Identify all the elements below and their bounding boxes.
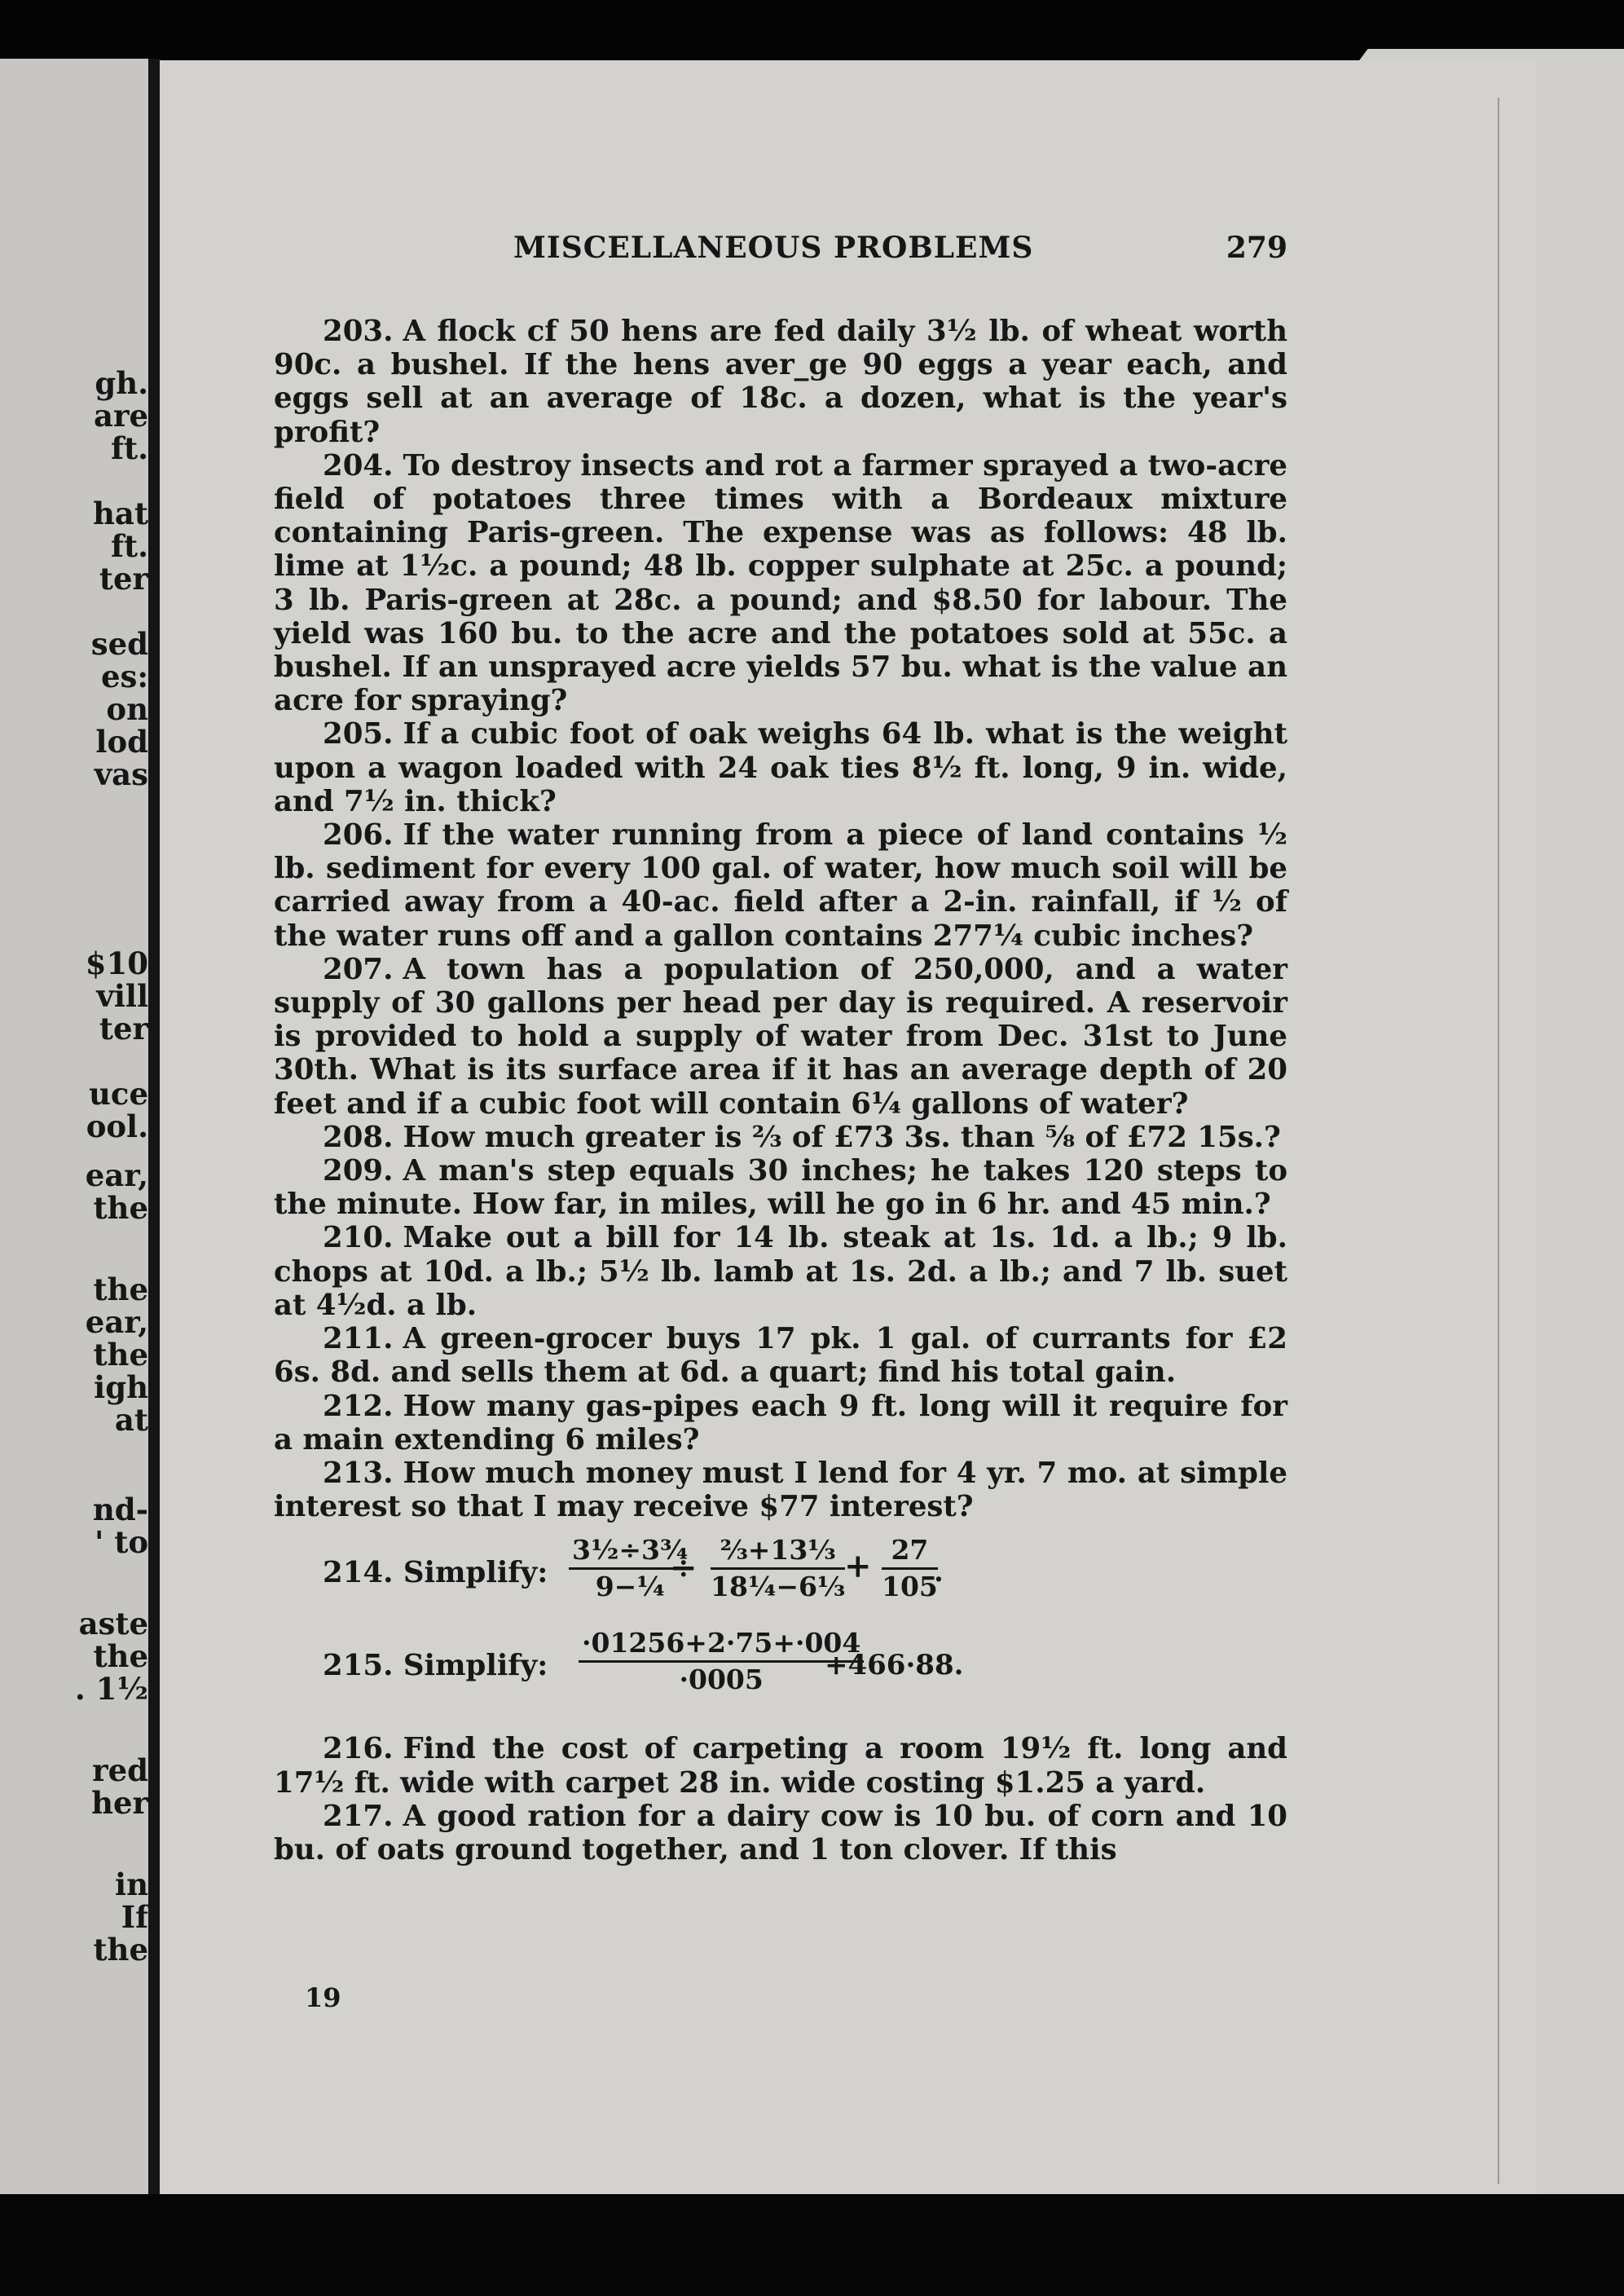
- fraction-denominator: 18¼−6⅓: [711, 1571, 846, 1603]
- left-page-fragment: ear,: [85, 1304, 148, 1340]
- formula-tail: +466·88.: [825, 1649, 964, 1682]
- left-page-fragment: the: [93, 1271, 148, 1307]
- running-header: [513, 231, 1287, 271]
- fraction-numerator: ⅔+13⅓: [711, 1535, 845, 1570]
- left-page-fragment: igh: [94, 1369, 148, 1405]
- problem-text: A town has a population of 250,000, and a water supply of 30 gallons per head per day is required. A reservoir is provided to hold a supply of water from Dec. 31st to June 30th. What is its surface area if it has an average depth of 20 feet and if a cubic foot will contain 6¼ gallons of water?: [274, 952, 1287, 1121]
- fraction-numerator: ·01256+2·75+·004: [579, 1628, 864, 1663]
- left-page-fragment: ter: [99, 1011, 148, 1047]
- fraction-numerator: 27: [882, 1535, 938, 1570]
- divide-operator: ÷: [670, 1549, 698, 1588]
- problem-text: A green-grocer buys 17 pk. 1 gal. of currants for £2 6s. 8d. and sells them at 6d. a quart; find his total gain.: [274, 1322, 1287, 1390]
- problem-text: How much money must I lend for 4 yr. 7 mo. at simple interest so that I may receive $77 interest?: [274, 1456, 1287, 1524]
- problem-number: 204.: [323, 448, 394, 483]
- problem-205: [274, 717, 1287, 818]
- signature-mark: 19: [305, 1982, 341, 2013]
- scan-bottom-band: [0, 2194, 1624, 2296]
- problem-216: [274, 1732, 1287, 1799]
- problem-number: 212.: [323, 1389, 394, 1423]
- left-page-fragment: ft.: [111, 430, 148, 466]
- fraction: [711, 1535, 845, 1602]
- left-page-fragment: sed: [90, 626, 148, 662]
- problem-206: [274, 818, 1287, 953]
- left-page-fragment: in: [115, 1866, 148, 1902]
- fraction: [579, 1628, 864, 1695]
- formula-label: 215. Simplify:: [323, 1649, 548, 1683]
- formula-period: .: [934, 1556, 944, 1589]
- problem-text: How much greater is ⅔ of £73 3s. than ⅝ of £72 15s.?: [403, 1120, 1281, 1154]
- left-page-fragment: ' to: [95, 1524, 148, 1560]
- problem-210: [274, 1221, 1287, 1322]
- left-page-fragment: uce: [89, 1076, 148, 1112]
- problem-text: Find the cost of carpeting a room 19½ ft. long and 17½ ft. wide with carpet 28 in. wide costing $1.25 a yard.: [274, 1732, 1287, 1800]
- left-page-fragment: es:: [100, 659, 148, 694]
- left-page-fragment: ft.: [111, 528, 148, 564]
- fraction: [882, 1535, 938, 1602]
- problem-text: How many gas-pipes each 9 ft. long will it require for a main extending 6 miles?: [274, 1389, 1287, 1456]
- left-page-fragment: lod: [95, 724, 148, 760]
- problem-204: [274, 449, 1287, 718]
- left-page-fragment: . 1½: [74, 1671, 148, 1707]
- problem-text: A man's step equals 30 inches; he takes 120 steps to the minute. How far, in miles, will he go in 6 hr. and 45 min.?: [274, 1154, 1287, 1222]
- left-page-fragment: ool.: [86, 1108, 148, 1144]
- left-page-fragment: vas: [94, 756, 148, 792]
- fraction-denominator: ·0005: [679, 1664, 764, 1696]
- problem-number: 209.: [323, 1154, 394, 1188]
- left-page-fragment: at: [114, 1402, 148, 1438]
- problem-text: To destroy insects and rot a farmer sprayed a two-acre field of potatoes three times with a Bordeaux mixture containing Paris-green. The expense was as follows: 48 lb. lime at 1½c. a pound; 48 lb. copper sulphate at 25c. a pound; 3 lb. Paris-green at 28c. a pound; and $8.50 for labour. The yield was 160 bu. to the acre and the potatoes sold at 55c. a bushel. If an unsprayed acre yields 57 bu. what is the value an acre for spraying?: [274, 448, 1287, 718]
- problem-number: 205.: [323, 717, 394, 751]
- left-page-fragment: on: [106, 691, 148, 727]
- left-page-fragment: the: [93, 1337, 148, 1373]
- problem-number: 207.: [323, 952, 394, 986]
- problem-208: [274, 1121, 1287, 1154]
- problem-212: [274, 1390, 1287, 1456]
- fraction-denominator: 9−¼: [595, 1571, 665, 1603]
- left-page-fragment: ter: [99, 561, 148, 597]
- problem-217: [274, 1800, 1287, 1866]
- left-page-fragment: are: [93, 398, 148, 434]
- fraction-denominator: 105: [882, 1571, 938, 1603]
- problem-text: Make out a bill for 14 lb. steak at 1s. 1d. a lb.; 9 lb. chops at 10d. a lb.; 5½ lb. lamb at 1s. 2d. a lb.; and 7 lb. suet at 4½d. a lb.: [274, 1221, 1287, 1322]
- book-gutter: [148, 59, 160, 2194]
- left-page-fragment: gh.: [95, 365, 148, 401]
- problem-text: If the water running from a piece of land contains ½ lb. sediment for every 100 gal. of water, how much soil will be carried away from a 40-ac. field after a 2-in. rainfall, if ½ of the water runs off and a gallon contains 277¼ cubic inches?: [274, 818, 1287, 953]
- problem-number: 210.: [323, 1221, 394, 1255]
- facing-page-left: [0, 59, 155, 2194]
- page-title: MISCELLANEOUS PROBLEMS: [513, 231, 1034, 265]
- page-number: 279: [1226, 231, 1287, 265]
- problem-number: 206.: [323, 818, 394, 853]
- left-page-fragment: red: [92, 1752, 148, 1788]
- fraction-numerator: 3½÷3¾: [569, 1535, 691, 1570]
- problem-number: 211.: [323, 1322, 394, 1356]
- left-page-fragment: aste: [78, 1606, 148, 1642]
- plus-operator: +: [844, 1547, 872, 1586]
- problem-213: [274, 1456, 1287, 1523]
- problem-list: [274, 315, 1287, 1866]
- formula-label: 214. Simplify:: [323, 1556, 548, 1590]
- problem-214-formula: [274, 1531, 1287, 1618]
- problem-211: [274, 1322, 1287, 1389]
- problem-number: 213.: [323, 1456, 394, 1490]
- left-page-fragment: If: [121, 1899, 148, 1935]
- left-page-fragment: vill: [96, 978, 148, 1014]
- problem-number: 216.: [323, 1732, 394, 1766]
- problem-text: If a cubic foot of oak weighs 64 lb. what is the weight upon a wagon loaded with 24 oak ties 8½ ft. long, 9 in. wide, and 7½ in. thick?: [274, 717, 1287, 818]
- problem-text: A flock cf 50 hens are fed daily 3½ lb. of wheat worth 90c. a bushel. If the hens aver_ge 90 eggs a year each, and eggs sell at an average of 18c. a dozen, what is the year's profit?: [274, 315, 1287, 449]
- problem-215-formula: [274, 1621, 1287, 1717]
- problem-number: 208.: [323, 1120, 394, 1154]
- problem-number: 203.: [323, 315, 394, 348]
- problem-text: A good ration for a dairy cow is 10 bu. of corn and 10 bu. of oats ground together, and 1 ton clover. If this: [274, 1799, 1287, 1866]
- problem-209: [274, 1154, 1287, 1221]
- left-page-fragment: the: [93, 1932, 148, 1968]
- problem-207: [274, 953, 1287, 1121]
- problem-number: 217.: [323, 1799, 394, 1833]
- left-page-fragment: the: [93, 1638, 148, 1674]
- page-edge-line: [1498, 98, 1499, 2184]
- left-page-fragment: nd-: [92, 1492, 148, 1527]
- left-page-fragment: $10: [85, 945, 148, 981]
- left-page-fragment: the: [93, 1190, 148, 1226]
- left-page-fragment: ear,: [85, 1157, 148, 1193]
- left-page-fragment: her: [91, 1785, 148, 1821]
- left-page-fragment: hat: [93, 496, 148, 531]
- problem-203: [274, 315, 1287, 449]
